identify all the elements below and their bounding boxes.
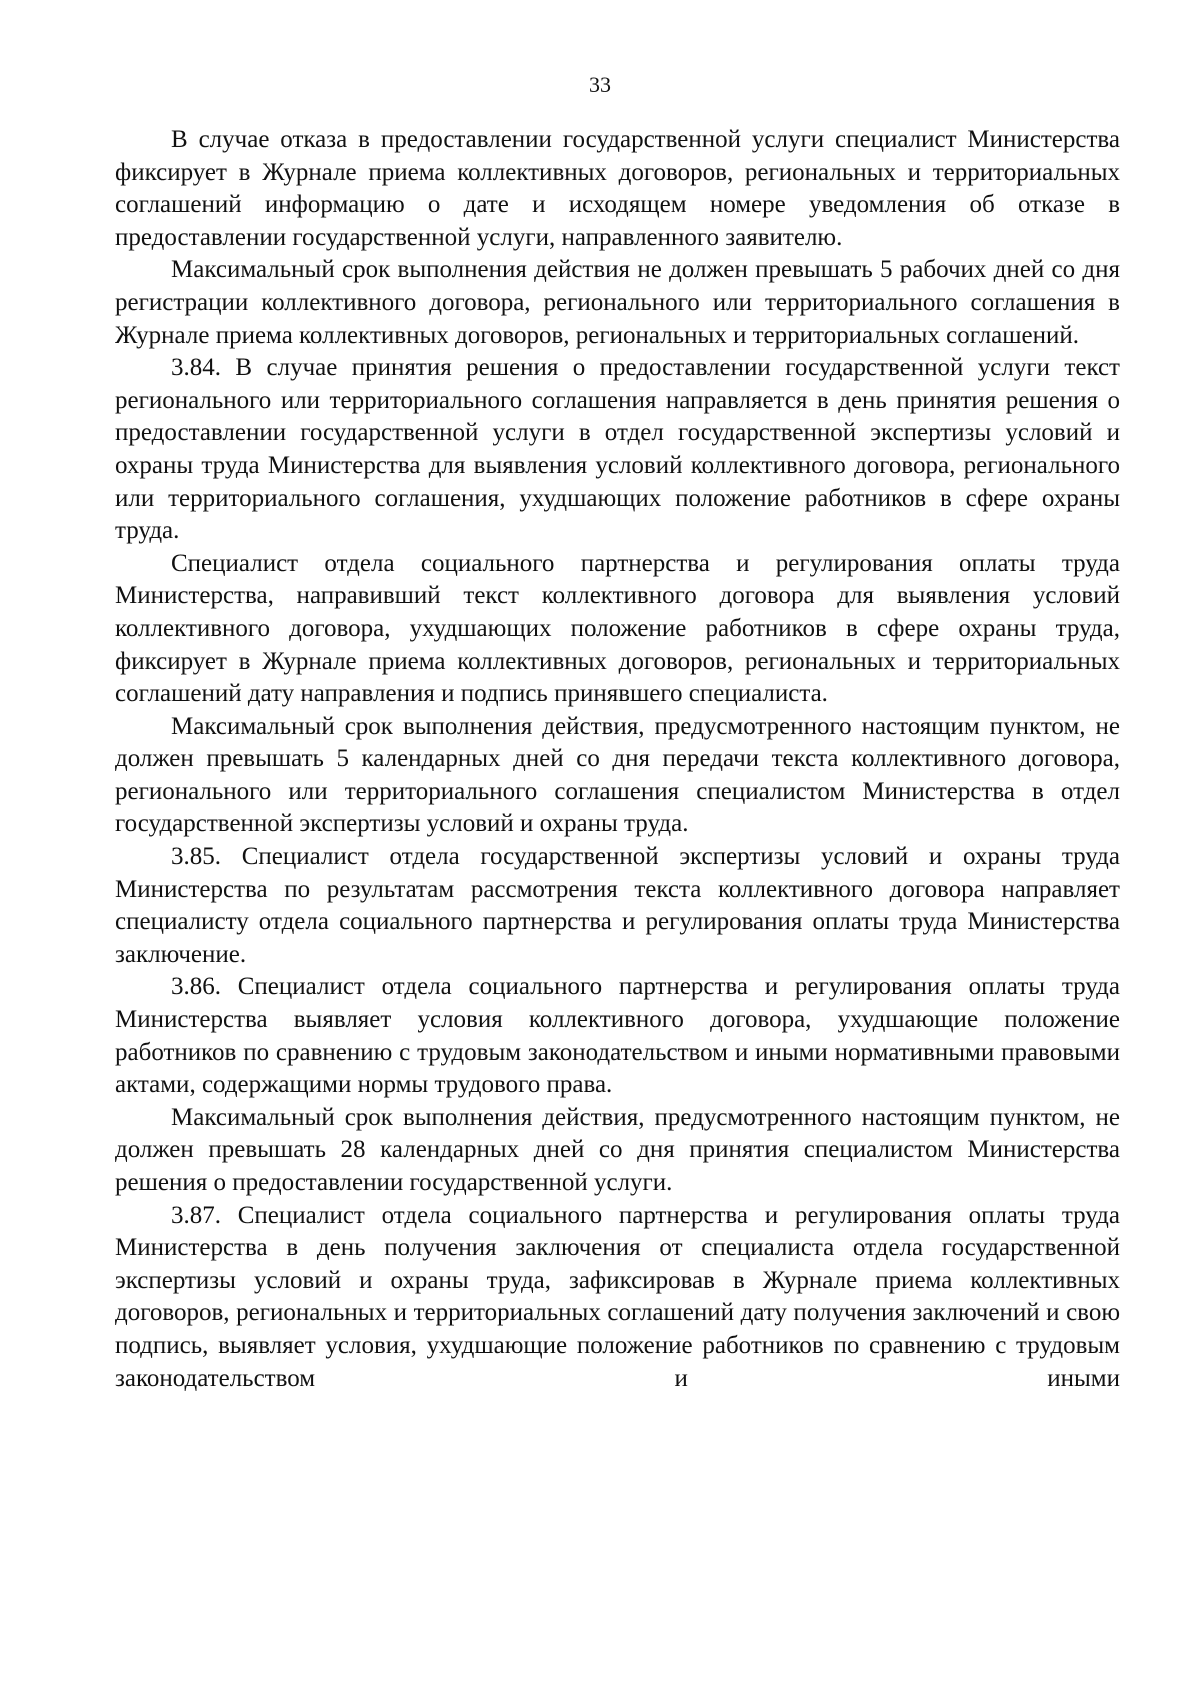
paragraph-max-term-28-calendar-days: Максимальный срок выполнения действия, предусмотренного настоящим пунктом, не должен превышать 28 календарных дней со дня принятия специалистом Министерства решения о предоставлении государственной услуги. xyxy=(115,1103,1120,1196)
paragraph-3-87: 3.87. Специалист отдела социального партнерства и регулирования оплаты труда Министерства в день получения заключения от специалиста отдела государственной экспертизы условий и охраны труда, зафиксировав в Журнале приема коллективных договоров, региональных и территориальных соглашений дату получения заключений и свою подпись, выявляет условия, ухудшающие положение работников по сравнению с трудовым законодательством и иными xyxy=(115,1201,1120,1392)
paragraph-refusal-record: В случае отказа в предоставлении государственной услуги специалист Министерства фиксирует в Журнале приема коллективных договоров, региональных и территориальных соглашений информацию о дате и исходящем номере уведомления об отказе в предоставлении государственной услуги, направленного заявителю. xyxy=(115,126,1120,251)
paragraph-3-84: 3.84. В случае принятия решения о предоставлении государственной услуги текст регионального или территориального соглашения направляется в день принятия решения о предоставлении государственной услуги в отдел государственной экспертизы условий и охраны труда Министерства для выявления условий коллективного договора, регионального или территориального соглашения, ухудшающих положение работников в сфере охраны труда. xyxy=(115,354,1120,545)
paragraph-max-term-5-calendar-days: Максимальный срок выполнения действия, предусмотренного настоящим пунктом, не должен превышать 5 календарных дней со дня передачи текста коллективного договора, регионального или территориального соглашения специалистом Министерства в отдел государственной экспертизы условий и охраны труда. xyxy=(115,712,1120,838)
document-body xyxy=(115,124,1120,1395)
page-number: 33 xyxy=(589,72,611,97)
paragraph-max-term-5-working-days: Максимальный срок выполнения действия не должен превышать 5 рабочих дней со дня регистрации коллективного договора, регионального или территориального соглашения в Журнале приема коллективных договоров, региональных и территориальных соглашений. xyxy=(115,256,1120,349)
paragraph-specialist-records-sending: Специалист отдела социального партнерства и регулирования оплаты труда Министерства, направивший текст коллективного договора для выявления условий коллективного договора, ухудшающих положение работников в сфере охраны труда, фиксирует в Журнале приема коллективных договоров, региональных и территориальных соглашений дату направления и подпись принявшего специалиста. xyxy=(115,549,1120,708)
paragraph-3-86: 3.86. Специалист отдела социального партнерства и регулирования оплаты труда Министерства выявляет условия коллективного договора, ухудшающие положение работников по сравнению с трудовым законодательством и иными нормативными правовыми актами, содержащими нормы трудового права. xyxy=(115,973,1120,1099)
paragraph-3-85: 3.85. Специалист отдела государственной экспертизы условий и охраны труда Министерства по результатам рассмотрения текста коллективного договора направляет специалисту отдела социального партнерства и регулирования оплаты труда Министерства заключение. xyxy=(115,843,1120,968)
